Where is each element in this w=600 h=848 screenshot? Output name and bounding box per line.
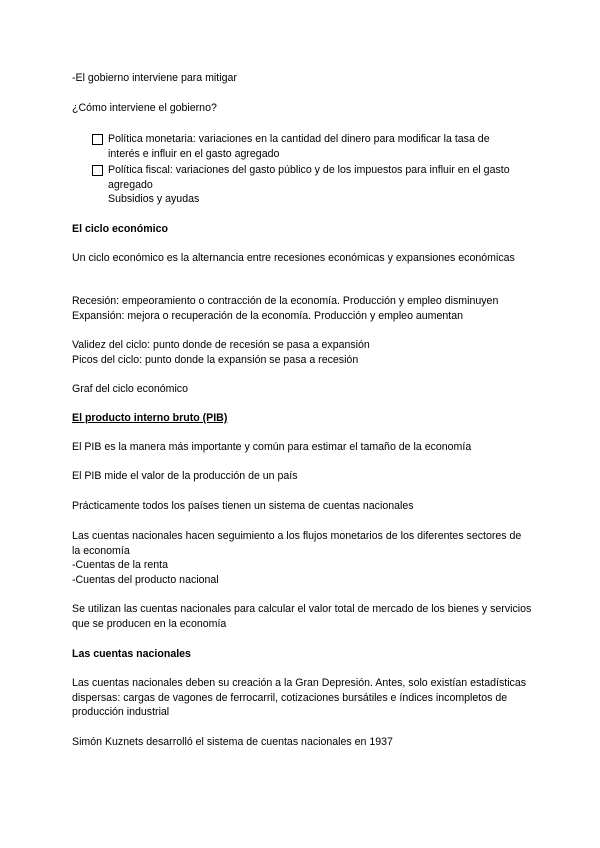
checklist-item-text: Política fiscal: variaciones del gasto público y de los impuestos para influir en el gasto agregado bbox=[108, 164, 510, 191]
cuentas-p2: Simón Kuznets desarrolló el sistema de cuentas nacionales en 1937 bbox=[72, 736, 393, 748]
checklist-item-subsidies bbox=[92, 192, 512, 207]
section-title-ciclo: El ciclo económico bbox=[72, 223, 168, 235]
pib-p5: Se utilizan las cuentas nacionales para calcular el valor total de mercado de los bienes y servicios que se producen en la economía bbox=[72, 603, 532, 630]
list-item: -Cuentas del producto nacional bbox=[72, 573, 219, 586]
cuentas-p1: Las cuentas nacionales deben su creación a la Gran Depresión. Antes, solo existían estadísticas dispersas: cargas de vagones de ferrocarril, cotizaciones bursátiles e índices incompletos de producción industrial bbox=[72, 677, 527, 719]
pib-p2: El PIB mide el valor de la producción de un país bbox=[72, 470, 298, 482]
checklist-item-fiscal[interactable] bbox=[92, 163, 512, 192]
checkbox-icon[interactable] bbox=[92, 134, 103, 145]
graph-line: Graf del ciclo económico bbox=[72, 383, 188, 395]
valley-line: Validez del ciclo: punto donde de recesión se pasa a expansión bbox=[72, 339, 370, 351]
peak-line: Picos del ciclo: punto donde la expansión se pasa a recesión bbox=[72, 354, 359, 366]
checklist-item-text: Política monetaria: variaciones en la cantidad del dinero para modificar la tasa de interés e influir en el gasto agregado bbox=[108, 133, 490, 160]
expansion-line: Expansión: mejora o recuperación de la economía. Producción y empleo aumentan bbox=[72, 310, 464, 322]
pib-p3: Prácticamente todos los países tienen un sistema de cuentas nacionales bbox=[72, 500, 414, 512]
intro-line: -El gobierno interviene para mitigar bbox=[72, 72, 237, 84]
question-line: ¿Cómo interviene el gobierno? bbox=[72, 102, 217, 114]
recession-line: Recesión: empeoramiento o contracción de la economía. Producción y empleo disminuyen bbox=[72, 295, 499, 307]
section-title-cuentas: Las cuentas nacionales bbox=[72, 648, 191, 660]
checkbox-icon[interactable] bbox=[92, 165, 103, 176]
pib-p1: El PIB es la manera más importante y común para estimar el tamaño de la economía bbox=[72, 441, 472, 453]
list-item: -Cuentas de la renta bbox=[72, 559, 168, 572]
checklist-item-monetary[interactable] bbox=[92, 132, 512, 161]
pib-p4-text: Las cuentas nacionales hacen seguimiento a los flujos monetarios de los diferentes sectores de la economía bbox=[72, 530, 522, 557]
section-title-pib: El producto interno bruto (PIB) bbox=[72, 412, 228, 424]
ciclo-definition: Un ciclo económico es la alternancia entre recesiones económicas y expansiones económicas bbox=[72, 252, 515, 264]
checklist-item-text: Subsidios y ayudas bbox=[108, 193, 200, 205]
pib-p4 bbox=[72, 529, 532, 587]
